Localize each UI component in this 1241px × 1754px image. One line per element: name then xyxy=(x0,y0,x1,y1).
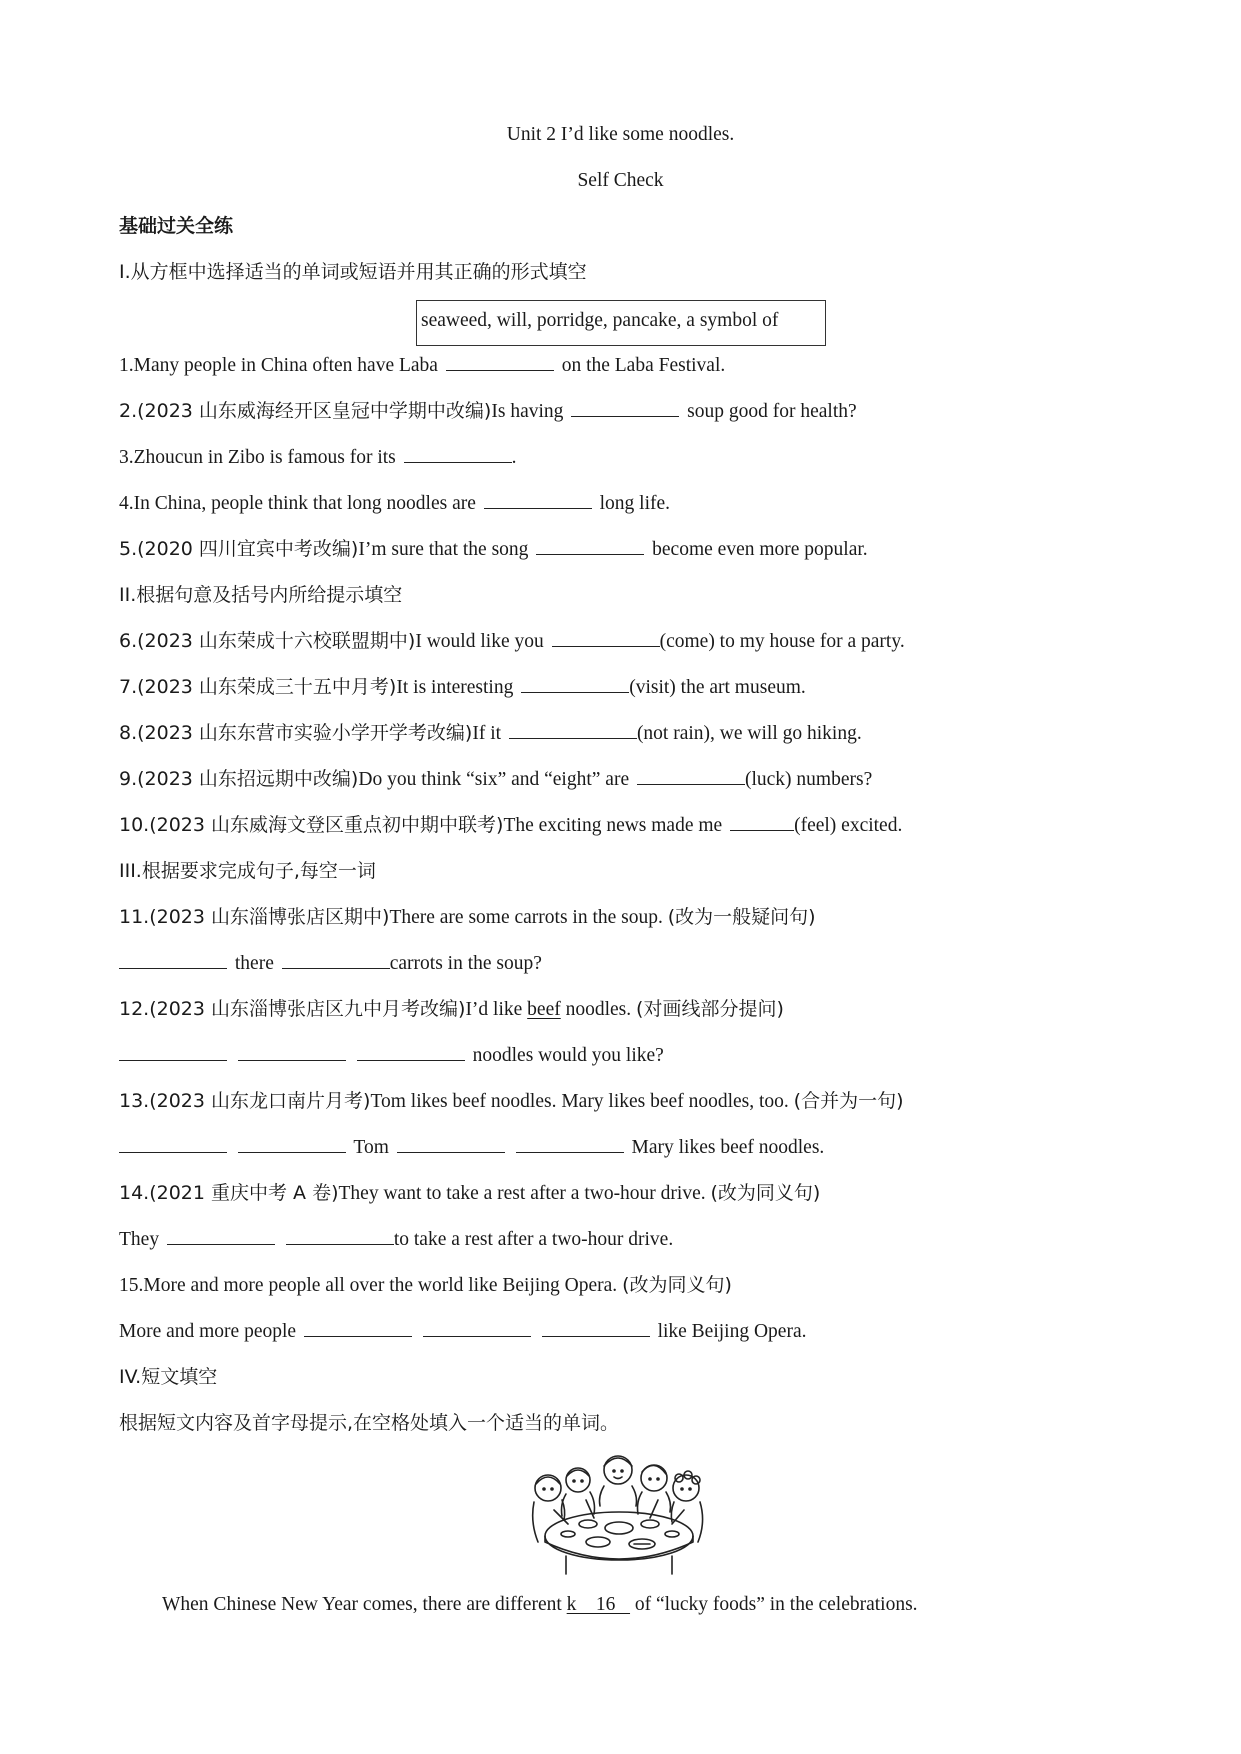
blank-15c[interactable] xyxy=(542,1318,650,1337)
passage-line-1: When Chinese New Year comes, there are different k 16 of “lucky foods” in the celebrations. xyxy=(162,1594,918,1615)
question-12: 12.(2023 山东淄博张店区九中月考改编)I’d like beef noodles. (对画线部分提问) xyxy=(119,998,784,1020)
blank-11a[interactable] xyxy=(119,950,227,969)
blank-1[interactable] xyxy=(446,352,554,371)
blank-4[interactable] xyxy=(484,490,592,509)
question-11-answer: there carrots in the soup? xyxy=(119,950,542,977)
part4-heading: IV.短文填空 xyxy=(119,1366,218,1388)
blank-14b[interactable] xyxy=(286,1226,394,1245)
part1-heading: I.从方框中选择适当的单词或短语并用其正确的形式填空 xyxy=(119,261,587,283)
blank-6[interactable] xyxy=(552,628,660,647)
unit-title: Unit 2 I’d like some noodles. xyxy=(506,124,735,145)
blank-12c[interactable] xyxy=(357,1042,465,1061)
blank-13c[interactable] xyxy=(397,1134,505,1153)
blank-15a[interactable] xyxy=(304,1318,412,1337)
blank-10[interactable] xyxy=(730,812,794,831)
blank-7[interactable] xyxy=(521,674,629,693)
question-9: 9.(2023 山东招远期中改编)Do you think “six” and “eight” are (luck) numbers? xyxy=(119,768,873,790)
blank-11b[interactable] xyxy=(282,950,390,969)
question-15-answer: More and more people like Beijing Opera. xyxy=(119,1318,806,1345)
question-6: 6.(2023 山东荣成十六校联盟期中)I would like you (come) to my house for a party. xyxy=(119,630,905,652)
blank-13b[interactable] xyxy=(238,1134,346,1153)
question-13: 13.(2023 山东龙口南片月考)Tom likes beef noodles. Mary likes beef noodles, too. (合并为一句) xyxy=(119,1090,904,1112)
question-2: 2.(2023 山东威海经开区皇冠中学期中改编)Is having soup good for health? xyxy=(119,400,857,422)
blank-12a[interactable] xyxy=(119,1042,227,1061)
question-8: 8.(2023 山东东营市实验小学开学考改编)If it (not rain), we will go hiking. xyxy=(119,722,862,744)
blank-13d[interactable] xyxy=(516,1134,624,1153)
question-12-answer: noodles would you like? xyxy=(119,1042,664,1069)
self-check-title: Self Check xyxy=(577,170,664,191)
question-4: 4.In China, people think that long noodles are long life. xyxy=(119,490,670,517)
underlined-word: beef xyxy=(527,999,561,1020)
section-heading: 基础过关全练 xyxy=(119,215,234,237)
part4-instruction: 根据短文内容及首字母提示,在空格处填入一个适当的单词。 xyxy=(119,1412,620,1434)
question-10: 10.(2023 山东威海文登区重点初中期中联考)The exciting news made me (feel) excited. xyxy=(119,814,903,836)
blank-3[interactable] xyxy=(404,444,512,463)
passage-blank-16[interactable]: k 16 xyxy=(566,1594,631,1615)
blank-15b[interactable] xyxy=(423,1318,531,1337)
part3-heading: III.根据要求完成句子,每空一词 xyxy=(119,860,376,882)
blank-5[interactable] xyxy=(536,536,644,555)
question-7: 7.(2023 山东荣成三十五中月考)It is interesting (visit) the art museum. xyxy=(119,676,806,698)
blank-13a[interactable] xyxy=(119,1134,227,1153)
question-14: 14.(2021 重庆中考 A 卷)They want to take a rest after a two-hour drive. (改为同义句) xyxy=(119,1182,821,1204)
blank-8[interactable] xyxy=(509,720,637,739)
question-11: 11.(2023 山东淄博张店区期中)There are some carrots in the soup. (改为一般疑问句) xyxy=(119,906,816,928)
question-13-answer: Tom Mary likes beef noodles. xyxy=(119,1134,824,1161)
question-5: 5.(2020 四川宜宾中考改编)I’m sure that the song become even more popular. xyxy=(119,538,868,560)
word-box-text: seaweed, will, porridge, pancake, a symbol of xyxy=(421,310,779,331)
question-15: 15.More and more people all over the world like Beijing Opera. (改为同义句) xyxy=(119,1274,732,1296)
question-14-answer: They to take a rest after a two-hour drive. xyxy=(119,1226,673,1253)
blank-9[interactable] xyxy=(637,766,745,785)
blank-14a[interactable] xyxy=(167,1226,275,1245)
blank-12b[interactable] xyxy=(238,1042,346,1061)
family-dinner-illustration xyxy=(526,1450,712,1578)
blank-2[interactable] xyxy=(571,398,679,417)
question-1: 1.Many people in China often have Laba on the Laba Festival. xyxy=(119,352,725,379)
question-3: 3.Zhoucun in Zibo is famous for its . xyxy=(119,444,517,471)
word-box xyxy=(416,300,826,346)
part2-heading: II.根据句意及括号内所给提示填空 xyxy=(119,584,403,606)
